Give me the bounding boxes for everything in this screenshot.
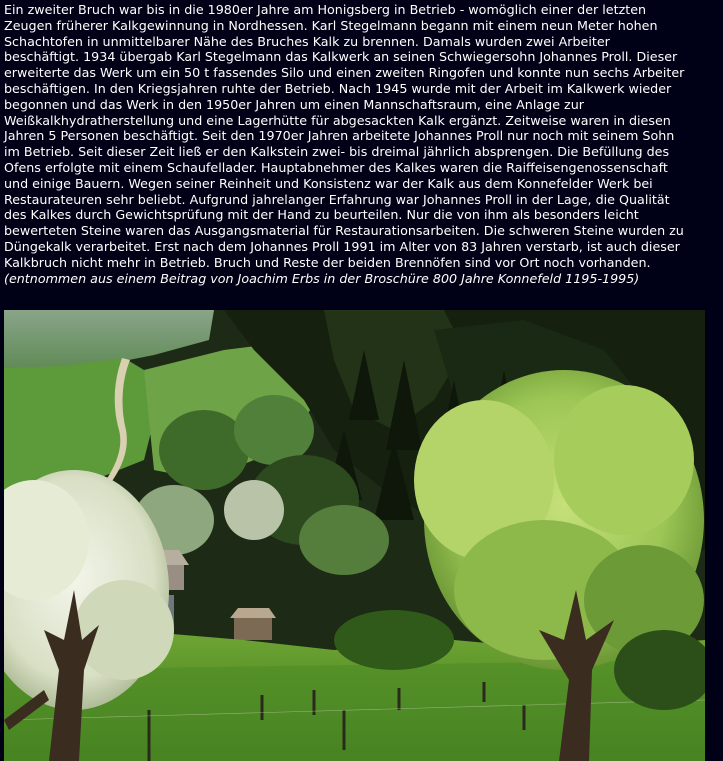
article-text [4, 2, 720, 286]
article-line: beschäftigt. 1934 übergab Karl Stegelmann das Kalkwerk an seinen Schwiegersohn Johannes Proll. Dieser [4, 49, 678, 65]
article-line: des Kalkes durch Gewichtsprüfung mit der Hand zu beurteilen. Nur die von ihm als besonders leicht [4, 207, 639, 223]
landscape-photo [4, 310, 705, 761]
article-line: Zeugen früherer Kalkgewinnung in Nordhessen. Karl Stegelmann begann mit einem neun Meter hohen [4, 17, 658, 33]
article-line: im Betrieb. Seit dieser Zeit ließ er den Kalkstein zwei- bis dreimal jährlich absprengen. Die Befüllung des [4, 144, 670, 160]
article-line: Schachtofen in unmittelbarer Nähe des Bruches Kalk zu brennen. Damals wurden zwei Arbeiter [4, 33, 610, 49]
article-line: Jahren 5 Personen beschäftigt. Seit den 1970er Jahren arbeitete Johannes Proll nur noch mit seinem Sohn [4, 128, 675, 144]
article-line: Kalkbruch nicht mehr in Betrieb. Bruch und Reste der beiden Brennöfen sind vor Ort noch vorhanden. [4, 254, 651, 270]
article-line: Ein zweiter Bruch war bis in die 1980er Jahre am Honigsberg in Betrieb - womöglich einer der letzten [4, 2, 647, 17]
article-line: und einige Bauern. Wegen seiner Reinheit und Konsistenz war der Kalk aus dem Konnefelder Werk bei [4, 175, 653, 191]
article-line: beschäftigen. In den Kriegsjahren ruhte der Betrieb. Nach 1945 wurde mit der Arbeit im Kalkwerk wieder [4, 80, 672, 96]
article-line: Ofens erfolgte mit einem Schaufellader. Hauptabnehmer des Kalkes waren die Raiffeisengenossenschaft [4, 159, 668, 175]
article-line: Restaurateuren sehr beliebt. Aufgrund jahrelanger Erfahrung war Johannes Proll in der Lage, die Qualität [4, 191, 670, 207]
article-line: begonnen und das Werk in den 1950er Jahren um einen Mannschaftsraum, eine Anlage zur [4, 96, 584, 112]
article-line: erweiterte das Werk um ein 50 t fassendes Silo und einen zweiten Ringofen und konnte nun sechs Arbeiter [4, 65, 685, 81]
article-line: Düngekalk verarbeitet. Erst nach dem Johannes Proll 1991 im Alter von 83 Jahren verstarb, ist auch dieser [4, 238, 680, 254]
article-line: bewerteten Steine waren das Ausgangsmaterial für Restaurationsarbeiten. Die schweren Steine wurden zu [4, 223, 684, 239]
source-citation: (entnommen aus einem Beitrag von Joachim Erbs in der Broschüre 800 Jahre Konnefeld 1195-1995) [4, 270, 640, 286]
article-line: Weißkalkhydratherstellung und eine Lagerhütte für abgesackten Kalk ergänzt. Zeitweise waren in diesen [4, 112, 671, 128]
